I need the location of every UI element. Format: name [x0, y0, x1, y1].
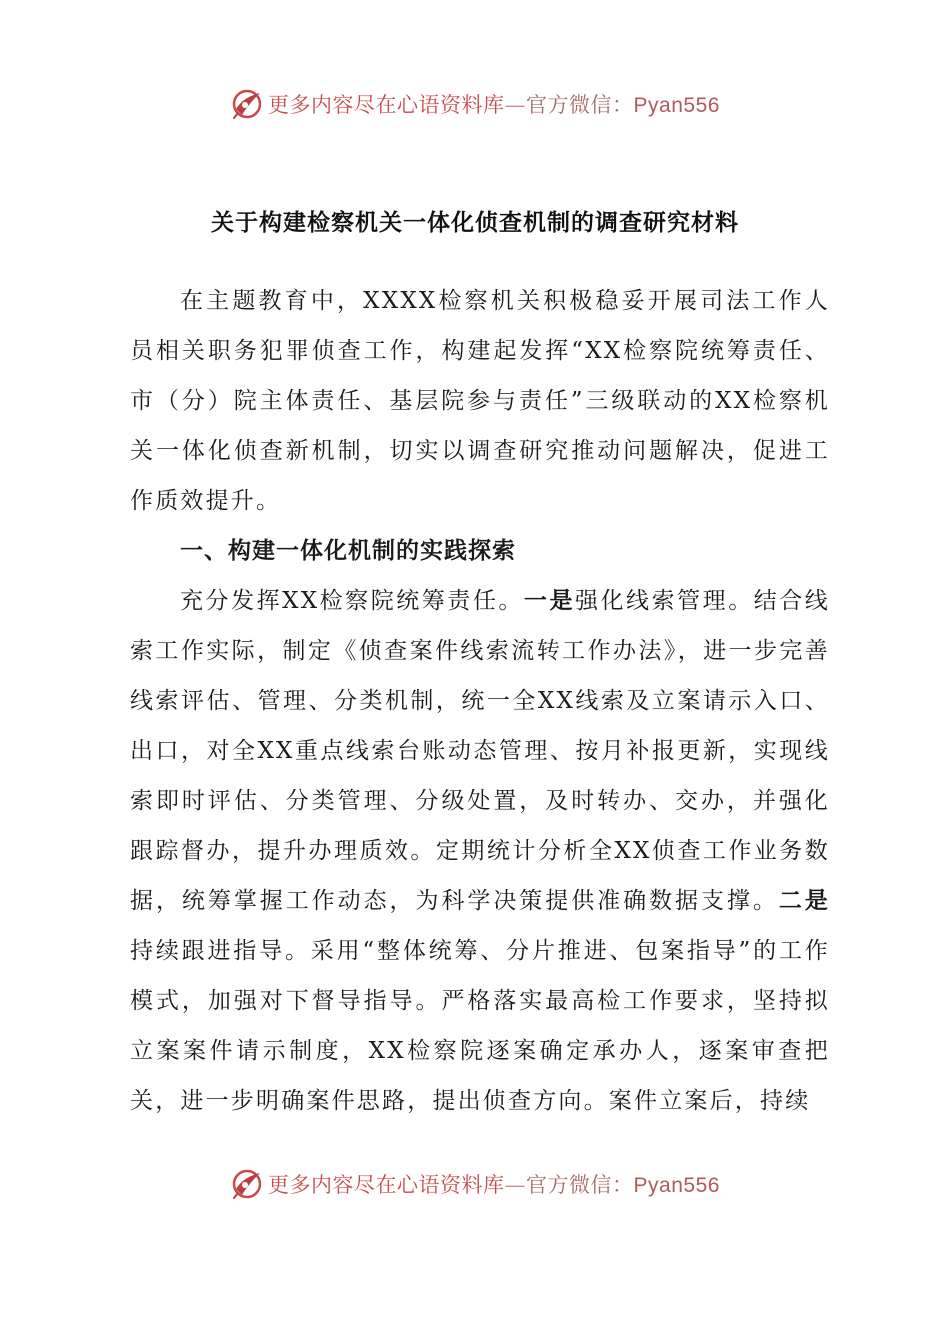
banner-wechat-id: Pyan556 — [633, 1174, 720, 1197]
intro-paragraph: 在主题教育中，XXXX检察机关积极稳妥开展司法工作人员相关职务犯罪侦查工作，构建起发挥“XX检察院统筹责任、市（分）院主体责任、基层院参与责任”三级联动的XX检察机关一体化侦查新机制，切实以调查研究推动问题解决，促进工作质效提升。 — [130, 288, 830, 514]
banner-text — [268, 89, 720, 119]
footer-banner — [0, 1164, 950, 1204]
point-two-label: 二是 — [778, 888, 830, 914]
point-one-text: 强化线索管理。结合线索工作实际，制定《侦查案件线索流转工作办法》，进一步完善线索评估、管理、分类机制，统一全XX线索及立案请示入口、出口，对全XX重点线索台账动态管理、按月补报更新，实现线索即时评估、分类管理、分级处置，及时转办、交办，并强化跟踪督办，提升办理质效。定期统计分析全XX侦查工作业务数据，统筹掌握工作动态，为科学决策提供准确数据支撑。 — [130, 588, 830, 914]
banner-wechat-label: 官方微信： — [526, 93, 634, 117]
banner-wechat-id: Pyan556 — [633, 94, 720, 117]
point-one-label: 一是 — [523, 588, 575, 614]
banner-main-text: 更多内容尽在心语资料库 — [268, 93, 505, 117]
header-banner — [0, 84, 950, 124]
banner-text — [268, 1169, 720, 1199]
paragraph-lead: 充分发挥XX检察院统筹责任。 — [180, 588, 524, 614]
document-body — [130, 276, 830, 1126]
banner-main-text: 更多内容尽在心语资料库 — [268, 1173, 505, 1197]
banner-dash: — — [504, 93, 527, 117]
body-paragraph — [130, 576, 830, 1126]
banner-dash: — — [504, 1173, 527, 1197]
ink-brush-logo-icon — [230, 1167, 264, 1201]
section-heading: 一、构建一体化机制的实践探索 — [180, 538, 516, 564]
banner-wechat-label: 官方微信： — [526, 1173, 634, 1197]
ink-brush-logo-icon — [230, 87, 264, 121]
document-title: 关于构建检察机关一体化侦查机制的调查研究材料 — [211, 210, 739, 236]
point-two-text: 持续跟进指导。采用“整体统筹、分片推进、包案指导”的工作模式，加强对下督导指导。严格落实最高检工作要求，坚持拟立案案件请示制度，XX检察院逐案确定承办人，逐案审查把关，进一步明确案件思路，提出侦查方向。案件立案后，持续 — [130, 938, 830, 1114]
